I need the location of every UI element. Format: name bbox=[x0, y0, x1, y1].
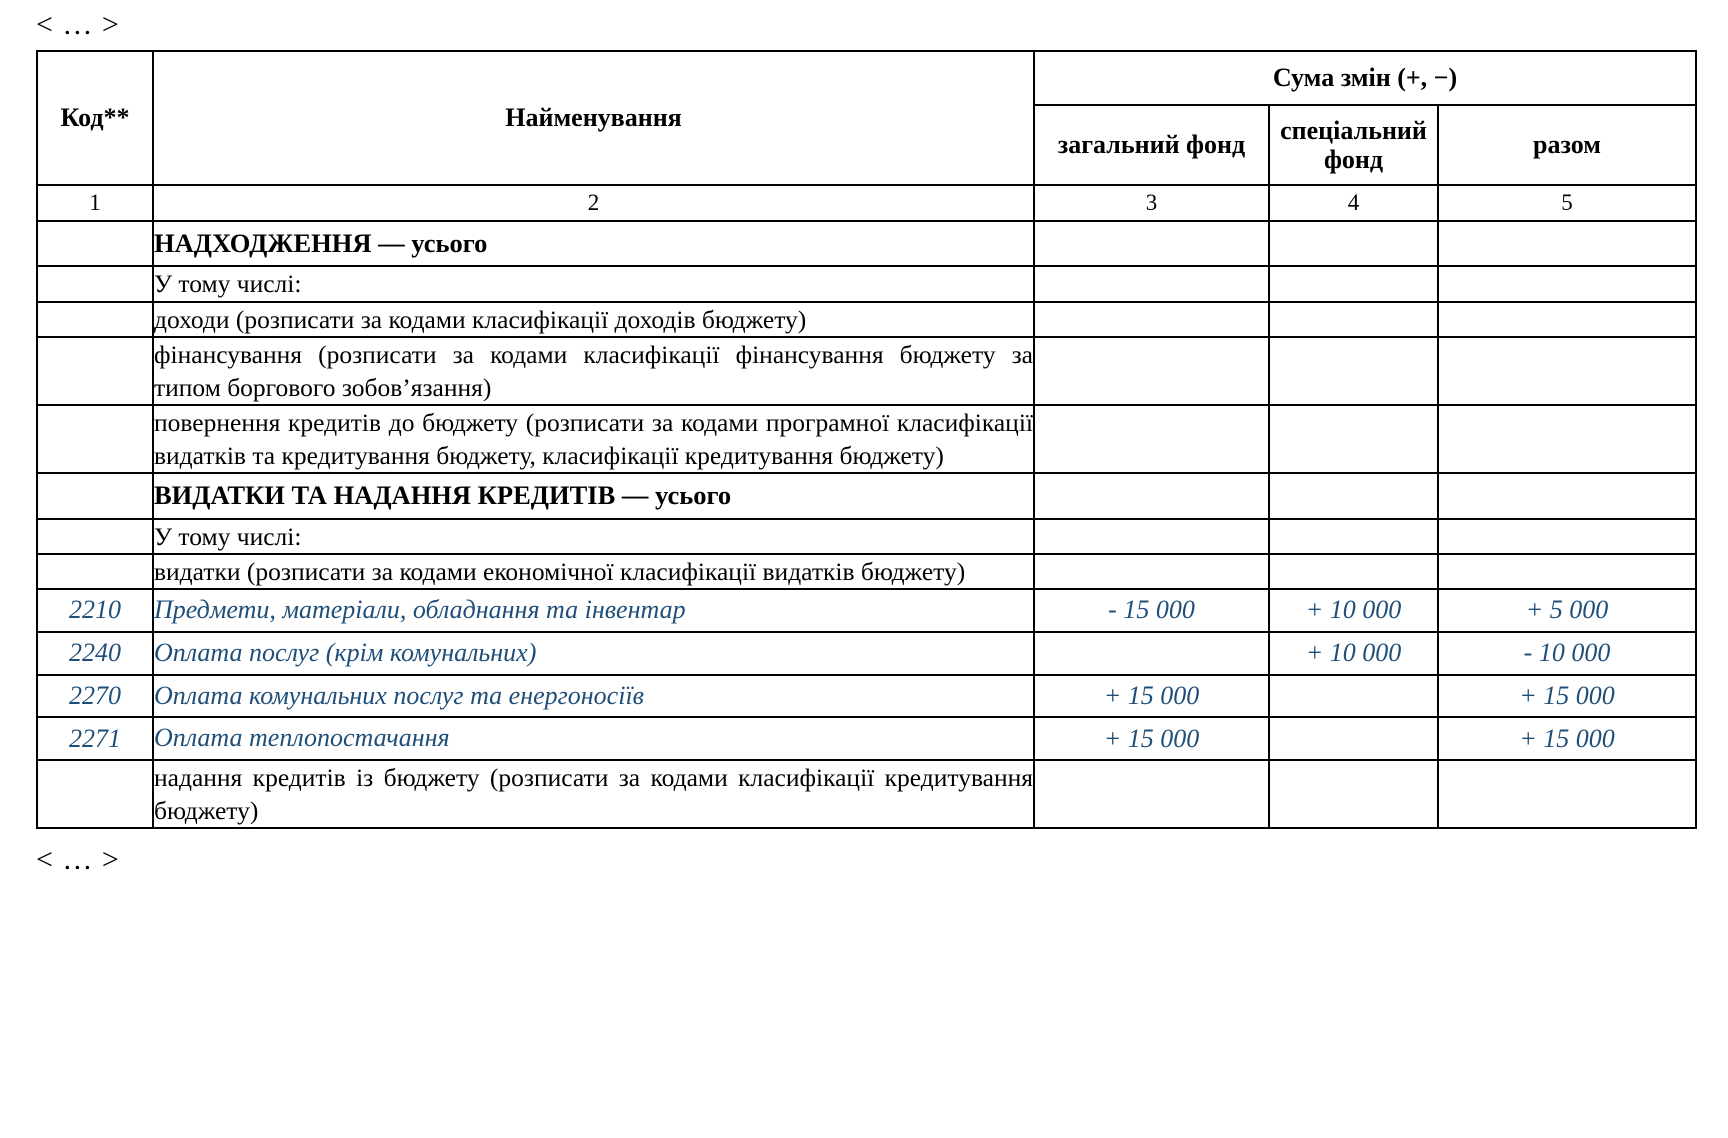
table-row bbox=[37, 337, 1696, 405]
cell-code bbox=[37, 266, 153, 301]
cell-code bbox=[37, 760, 153, 828]
cell-general-fund bbox=[1034, 554, 1269, 589]
top-omission-marker: < … > bbox=[36, 8, 120, 41]
cell-general-fund bbox=[1034, 302, 1269, 337]
cell-total bbox=[1438, 405, 1696, 473]
cell-code bbox=[37, 405, 153, 473]
cell-code: 2240 bbox=[37, 632, 153, 675]
header-total: разом bbox=[1438, 105, 1696, 185]
cell-total bbox=[1438, 519, 1696, 554]
cell-general-fund: + 15 000 bbox=[1034, 675, 1269, 718]
cell-total bbox=[1438, 554, 1696, 589]
cell-total: + 15 000 bbox=[1438, 717, 1696, 760]
cell-general-fund bbox=[1034, 221, 1269, 266]
cell-special-fund bbox=[1269, 473, 1438, 518]
cell-general-fund bbox=[1034, 266, 1269, 301]
cell-name: повернення кредитів до бюджету (розписати за кодами програмної класифікації видатків та кредитування бюджету, класифікації кредитування бюджету) bbox=[153, 405, 1034, 473]
table-row bbox=[37, 266, 1696, 301]
cell-general-fund bbox=[1034, 632, 1269, 675]
cell-special-fund bbox=[1269, 554, 1438, 589]
cell-code bbox=[37, 337, 153, 405]
cell-total: - 10 000 bbox=[1438, 632, 1696, 675]
table-row bbox=[37, 589, 1696, 632]
cell-name: видатки (розписати за кодами економічної класифікації видатків бюджету) bbox=[153, 554, 1034, 589]
cell-name: фінансування (розписати за кодами класифікації фінансування бюджету за типом боргового зобов’язання) bbox=[153, 337, 1034, 405]
cell-total bbox=[1438, 473, 1696, 518]
cell-total bbox=[1438, 302, 1696, 337]
column-number-2: 2 bbox=[153, 185, 1034, 221]
cell-name: Оплата послуг (крім комунальних) bbox=[153, 632, 1034, 675]
cell-name: Оплата комунальних послуг та енергоносіїв bbox=[153, 675, 1034, 718]
cell-special-fund bbox=[1269, 221, 1438, 266]
header-code: Код** bbox=[37, 51, 153, 185]
table-row bbox=[37, 675, 1696, 718]
cell-special-fund bbox=[1269, 519, 1438, 554]
table-row bbox=[37, 632, 1696, 675]
cell-total bbox=[1438, 221, 1696, 266]
table-row bbox=[37, 760, 1696, 828]
cell-special-fund bbox=[1269, 337, 1438, 405]
cell-name: У тому числі: bbox=[153, 519, 1034, 554]
header-name: Найменування bbox=[153, 51, 1034, 185]
cell-special-fund: + 10 000 bbox=[1269, 632, 1438, 675]
cell-code bbox=[37, 221, 153, 266]
table-body bbox=[37, 221, 1696, 828]
cell-code: 2210 bbox=[37, 589, 153, 632]
table-row bbox=[37, 302, 1696, 337]
cell-general-fund: - 15 000 bbox=[1034, 589, 1269, 632]
cell-name: надання кредитів із бюджету (розписати за кодами класифікації кредитування бюджету) bbox=[153, 760, 1034, 828]
budget-changes-table bbox=[36, 50, 1697, 829]
table-row bbox=[37, 221, 1696, 266]
table-row bbox=[37, 405, 1696, 473]
cell-name: НАДХОДЖЕННЯ — усього bbox=[153, 221, 1034, 266]
cell-total: + 15 000 bbox=[1438, 675, 1696, 718]
table-row bbox=[37, 554, 1696, 589]
table-head bbox=[37, 51, 1696, 221]
cell-code bbox=[37, 519, 153, 554]
table-row bbox=[37, 717, 1696, 760]
cell-special-fund: + 10 000 bbox=[1269, 589, 1438, 632]
cell-name: Оплата теплопостачання bbox=[153, 717, 1034, 760]
table-row bbox=[37, 519, 1696, 554]
cell-general-fund bbox=[1034, 473, 1269, 518]
cell-special-fund bbox=[1269, 405, 1438, 473]
cell-general-fund bbox=[1034, 760, 1269, 828]
header-sum-of-changes: Сума змін (+, −) bbox=[1034, 51, 1696, 105]
cell-total bbox=[1438, 337, 1696, 405]
cell-name: У тому числі: bbox=[153, 266, 1034, 301]
cell-total bbox=[1438, 760, 1696, 828]
header-special-fund: спеціальний фонд bbox=[1269, 105, 1438, 185]
header-general-fund: загальний фонд bbox=[1034, 105, 1269, 185]
cell-code: 2270 bbox=[37, 675, 153, 718]
cell-total: + 5 000 bbox=[1438, 589, 1696, 632]
cell-name: Предмети, матеріали, обладнання та інвентар bbox=[153, 589, 1034, 632]
cell-general-fund bbox=[1034, 519, 1269, 554]
cell-code bbox=[37, 302, 153, 337]
cell-code: 2271 bbox=[37, 717, 153, 760]
table-row bbox=[37, 473, 1696, 518]
cell-special-fund bbox=[1269, 675, 1438, 718]
cell-special-fund bbox=[1269, 760, 1438, 828]
bottom-omission-marker: < … > bbox=[36, 843, 120, 877]
cell-total bbox=[1438, 266, 1696, 301]
cell-general-fund bbox=[1034, 337, 1269, 405]
cell-special-fund bbox=[1269, 302, 1438, 337]
column-number-row bbox=[37, 185, 1696, 221]
cell-special-fund bbox=[1269, 717, 1438, 760]
cell-code bbox=[37, 554, 153, 589]
column-number-4: 4 bbox=[1269, 185, 1438, 221]
column-number-1: 1 bbox=[37, 185, 153, 221]
cell-general-fund bbox=[1034, 405, 1269, 473]
column-number-3: 3 bbox=[1034, 185, 1269, 221]
column-number-5: 5 bbox=[1438, 185, 1696, 221]
cell-general-fund: + 15 000 bbox=[1034, 717, 1269, 760]
cell-name: ВИДАТКИ ТА НАДАННЯ КРЕДИТІВ — усього bbox=[153, 473, 1034, 518]
cell-name: доходи (розписати за кодами класифікації доходів бюджету) bbox=[153, 302, 1034, 337]
cell-special-fund bbox=[1269, 266, 1438, 301]
header-row-top bbox=[37, 51, 1696, 105]
cell-code bbox=[37, 473, 153, 518]
